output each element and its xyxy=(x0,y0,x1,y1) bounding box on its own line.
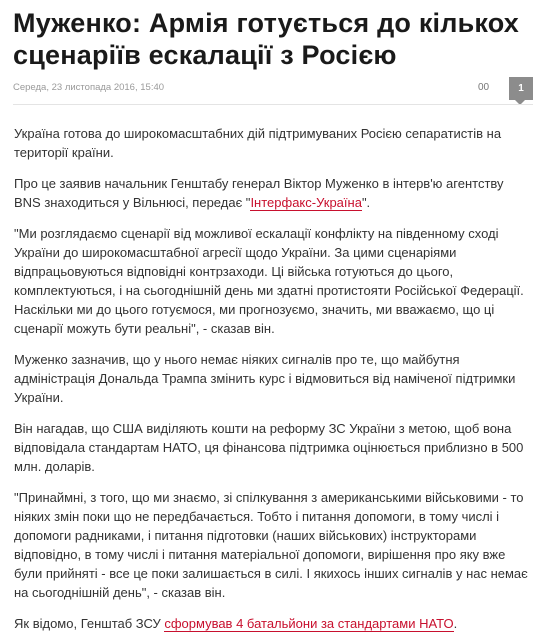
meta-divider xyxy=(13,104,533,105)
paragraph-1: Україна готова до широкомасштабних дій підтримуваних Росією сепаратистів на території країни. xyxy=(14,126,502,160)
article-meta xyxy=(13,81,533,105)
paragraph-2-end: ". xyxy=(361,195,371,210)
paragraph-5: Він нагадав, що США виділяють кошти на реформу ЗС України з метою, щоб вона відповідала стандартам НАТО, ця фінансова підтримка оцінюється приблизно в 500 млн. доларів. xyxy=(14,421,524,474)
article-body xyxy=(14,124,532,632)
article-title: Муженко: Армія готується до кількох сценаріїв ескалації з Росією xyxy=(13,8,519,70)
paragraph-2-text: Про це заявив начальник Генштабу генерал Віктор Муженко в інтерв'ю агентству BNS знаходиться у Вільнюсі, передає " xyxy=(14,176,504,210)
paragraph-7-text: Як відомо, Генштаб ЗСУ xyxy=(14,616,165,631)
article-date: Середа, 23 листопада 2016, 15:40 xyxy=(13,82,165,93)
paragraph-6: "Принаймні, з того, що ми знаємо, зі спілкування з американськими військовими - то ніяких змін поки що не передбачається. Тобто і питання допомоги, в тому числі і допомоги радниками, і питання підготовки (наших військових) інструкторами відповідно, в тому числі і питання матеріальної допомоги, вирішення про яку вже були прийняті - все це поки залишається в силі. І якихось інших сигналів у нас немає на сьогоднішній день", - сказав він. xyxy=(14,490,528,600)
paragraph-2 xyxy=(14,174,532,212)
paragraph-4: Муженко зазначив, що у нього немає ніяких сигналів про те, що майбутня адміністрація Дональда Трампа змінить курс і відмовиться від наміченої підтримки України. xyxy=(14,352,516,405)
paragraph-3: "Ми розглядаємо сценарії від можливої ескалації конфлікту на південному сході України до широкомасштабної агресії щодо України. За цими сценаріями відпрацьовуються відповідні контрзаходи. Ці війська готуються до цього, комплектуються, і на сьогоднішній день ми здатні протистояти Російської Федерації. Наскільки ми до цього готуємося, ми прогнозуємо, значить, ми вважаємо, що ці сценарії можуть бути реальні", - сказав він. xyxy=(14,226,524,336)
views-count: 00 xyxy=(478,82,490,93)
paragraph-7 xyxy=(14,614,532,632)
comments-count-badge[interactable] xyxy=(509,77,533,100)
nato-battalions-link[interactable]: сформував 4 батальйони за стандартами НАТО xyxy=(164,616,454,631)
comments-count: 1 xyxy=(518,83,524,94)
interfax-link[interactable]: Інтерфакс-Україна xyxy=(250,195,362,210)
paragraph-7-end: . xyxy=(453,616,458,631)
